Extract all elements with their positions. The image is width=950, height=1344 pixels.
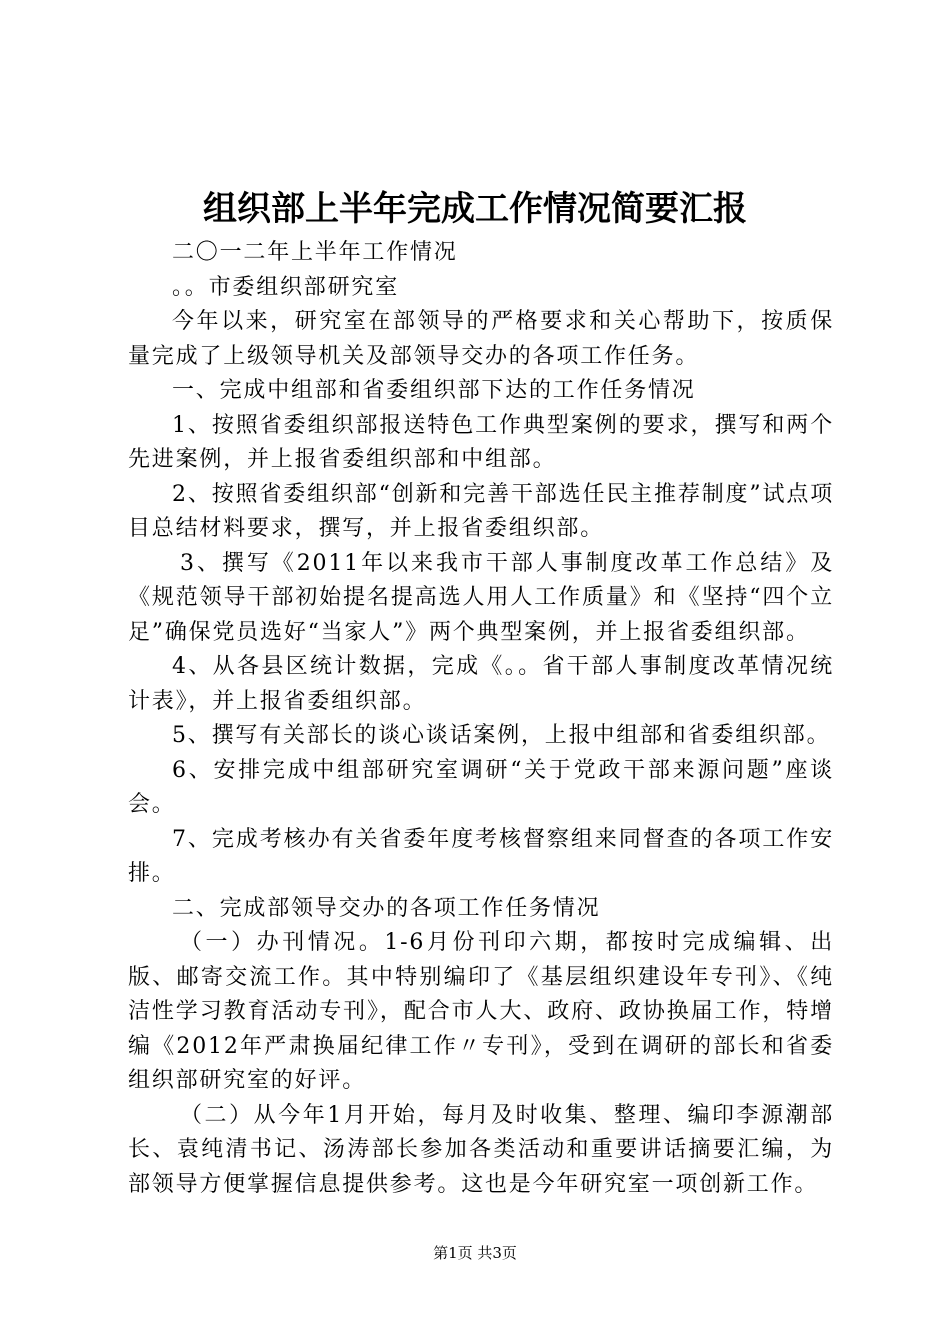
paragraph-item-1: 1、按照省委组织部报送特色工作典型案例的要求，撰写和两个先进案例，并上报省委组织部和中组部。 (128, 412, 834, 472)
paragraph-item-5: 5、撰写有关部长的谈心谈话案例，上报中组部和省委组织部。 (172, 723, 831, 748)
paragraph-intro: 今年以来，研究室在部领导的严格要求和关心帮助下，按质保量完成了上级领导机关及部领导交办的各项工作任务。 (128, 309, 834, 369)
section-heading-1: 一、完成中组部和省委组织部下达的工作任务情况 (172, 378, 696, 403)
page-number-footer: 第1页 共3页 (433, 1244, 517, 1262)
paragraph-item-4: 4、从各县区统计数据，完成《。。省干部人事制度改革情况统计表》，并上报省委组织部。 (128, 654, 834, 714)
paragraph-subitem-2: （二）从今年1月开始，每月及时收集、整理、编印李源潮部长、袁纯清书记、汤涛部长参加各类活动和重要讲话摘要汇编，为部领导方便掌握信息提供参考。这也是今年研究室一项创新工作。 (128, 1102, 834, 1197)
paragraph-author: 。。市委组织部研究室 (172, 274, 400, 300)
paragraph-subitem-1: （一）办刊情况。1-6月份刊印六期，都按时完成编辑、出版、邮寄交流工作。其中特别编印了《基层组织建设年专刊》、《纯洁性学习教育活动专刊》，配合市人大、政府、政协换届工作，特增编《2012年严肃换届纪律工作〃专刊》，受到在调研的部长和省委组织部研究室的好评。 (128, 930, 834, 1093)
document-body (128, 236, 834, 1202)
paragraph-item-7: 7、完成考核办有关省委年度考核督察组来同督查的各项工作安排。 (128, 826, 834, 886)
paragraph-item-3: 3、撰写《2011年以来我市干部人事制度改革工作总结》及《规范领导干部初始提名提高选人用人工作质量》和《坚持“四个立足”确保党员选好“当家人”》两个典型案例，并上报省委组织部。 (128, 550, 834, 645)
paragraph-item-2: 2、按照省委组织部“创新和完善干部选任民主推荐制度”试点项目总结材料要求，撰写，并上报省委组织部。 (128, 481, 834, 541)
paragraph-subtitle-year: 二〇一二年上半年工作情况 (172, 240, 458, 265)
section-heading-2: 二、完成部领导交办的各项工作任务情况 (172, 895, 601, 921)
paragraph-item-6: 6、安排完成中组部研究室调研“关于党政干部来源问题”座谈会。 (128, 757, 834, 817)
document-title: 组织部上半年完成工作情况简要汇报 (203, 189, 747, 229)
